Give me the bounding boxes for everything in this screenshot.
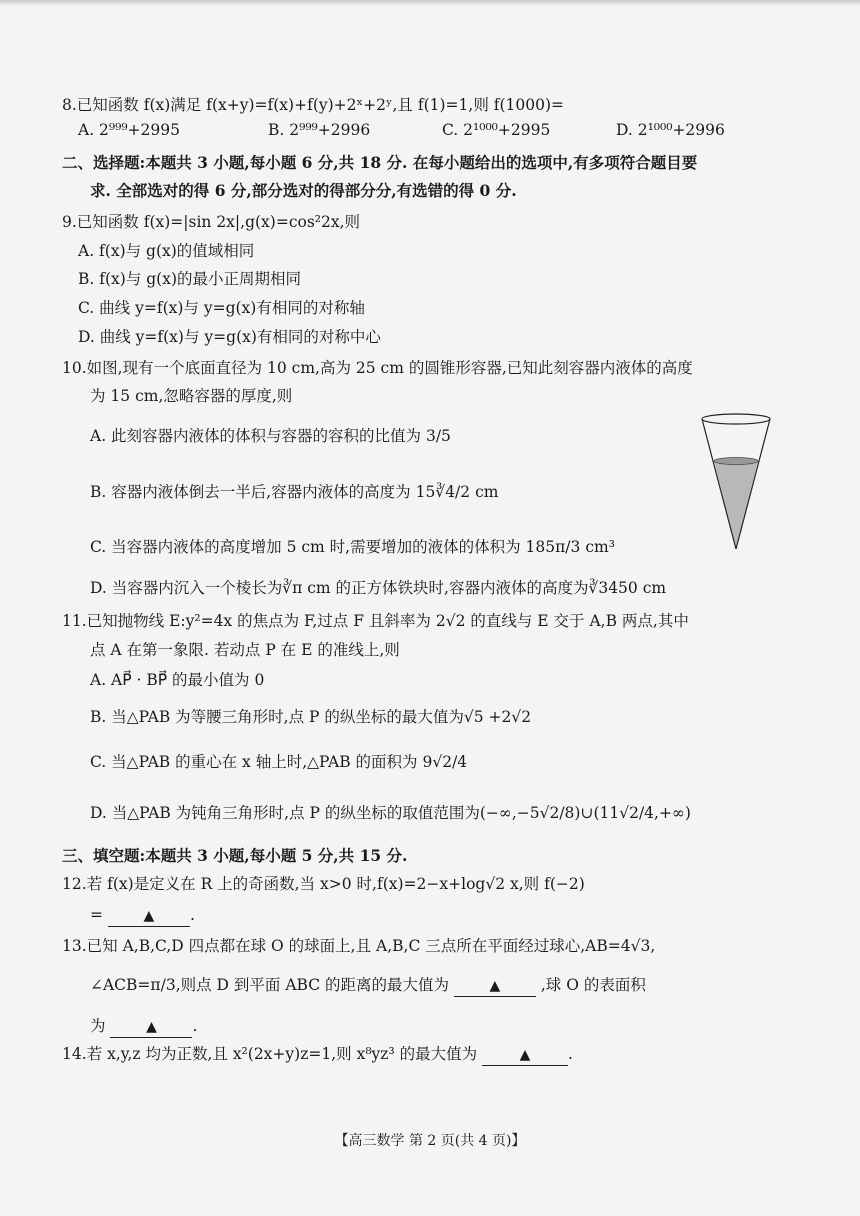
- q13-line2-text-b: ,球 O 的表面积: [540, 976, 646, 994]
- cone-container-figure: [700, 413, 772, 555]
- blank-marker: ▲: [519, 1047, 531, 1063]
- q11-option-b: B. 当△PAB 为等腰三角形时,点 P 的纵坐标的最大值为√5 +2√2: [90, 708, 532, 726]
- q10-option-c: C. 当容器内液体的高度增加 5 cm 时,需要增加的液体的体积为 185π/3 cm³: [90, 538, 615, 556]
- q10-option-a: A. 此刻容器内液体的体积与容器的容积的比值为 3/5: [90, 427, 451, 445]
- blank-marker: ▲: [146, 1019, 157, 1035]
- q8-option-d: D. 2¹⁰⁰⁰+2996: [616, 121, 725, 139]
- q9-stem: 9.已知函数 f(x)=|sin 2x|,g(x)=cos²2x,则: [62, 213, 361, 231]
- blank-marker: ▲: [143, 908, 155, 924]
- q11-stem-line2: 点 A 在第一象限. 若动点 P 在 E 的准线上,则: [90, 641, 400, 659]
- q13-line1: 13.已知 A,B,C,D 四点都在球 O 的球面上,且 A,B,C 三点所在平面经过球心,AB=4√3,: [62, 937, 656, 955]
- q10-stem-line2: 为 15 cm,忽略容器的厚度,则: [90, 387, 293, 405]
- q10-option-d: D. 当容器内沉入一个棱长为∛π cm 的正方体铁块时,容器内液体的高度为∛3450 cm: [90, 579, 667, 597]
- q12-equals: =: [90, 906, 103, 924]
- q8-option-c: C. 2¹⁰⁰⁰+2995: [442, 121, 551, 139]
- q10-option-b: B. 容器内液体倒去一半后,容器内液体的高度为 15∛4/2 cm: [90, 483, 499, 501]
- q14-line: 14.若 x,y,z 均为正数,且 x²(2x+y)z=1,则 x⁸yz³ 的最大值为 ▲ .: [62, 1044, 573, 1066]
- q9-option-b: B. f(x)与 g(x)的最小正周期相同: [78, 270, 302, 288]
- q8-stem: 8.已知函数 f(x)满足 f(x+y)=f(x)+f(y)+2ˣ+2ʸ,且 f(1)=1,则 f(1000)=: [62, 96, 565, 114]
- cone-liquid: [714, 461, 758, 549]
- q14-text: 14.若 x,y,z 均为正数,且 x²(2x+y)z=1,则 x⁸yz³ 的最大值为: [62, 1045, 478, 1063]
- q11-stem-line1: 11.已知抛物线 E:y²=4x 的焦点为 F,过点 F 且斜率为 2√2 的直线与 E 交于 A,B 两点,其中: [62, 612, 689, 630]
- q13-distance-blank[interactable]: [454, 975, 536, 997]
- q8-option-b: B. 2⁹⁹⁹+2996: [268, 121, 371, 139]
- q14-answer-blank[interactable]: [482, 1044, 568, 1066]
- q11-option-d: D. 当△PAB 为钝角三角形时,点 P 的纵坐标的取值范围为(−∞,−5√2/8)∪(11√2/4,+∞): [90, 804, 691, 822]
- q11-option-a: A. AP⃗ · BP⃗ 的最小值为 0: [90, 671, 265, 689]
- section2-heading-line2: 求. 全部选对的得 6 分,部分选对的得部分分,有选错的得 0 分.: [90, 181, 517, 200]
- q12-line2: = ▲ .: [90, 905, 195, 927]
- section2-heading-line1: 二、选择题:本题共 3 小题,每小题 6 分,共 18 分. 在每小题给出的选项中,有多项符合题目要: [62, 153, 698, 172]
- q12-line1: 12.若 f(x)是定义在 R 上的奇函数,当 x>0 时,f(x)=2−x+log√2 x,则 f(−2): [62, 875, 585, 893]
- q9-option-c: C. 曲线 y=f(x)与 y=g(x)有相同的对称轴: [78, 299, 365, 317]
- blank-marker: ▲: [489, 978, 501, 994]
- cone-rim: [702, 414, 770, 424]
- section3-heading: 三、填空题:本题共 3 小题,每小题 5 分,共 15 分.: [62, 846, 408, 865]
- q13-line3: 为 ▲ .: [90, 1016, 197, 1038]
- page-footer: 【高三数学 第 2 页(共 4 页)】: [334, 1133, 526, 1149]
- liquid-surface: [714, 458, 758, 465]
- q13-line2-text-a: ∠ACB=π/3,则点 D 到平面 ABC 的距离的最大值为: [90, 976, 449, 994]
- q10-stem-line1: 10.如图,现有一个底面直径为 10 cm,高为 25 cm 的圆锥形容器,已知此刻容器内液体的高度: [62, 359, 693, 377]
- q9-option-a: A. f(x)与 g(x)的值域相同: [78, 242, 255, 260]
- q13-line2: [90, 975, 646, 997]
- q12-answer-blank[interactable]: [108, 905, 190, 927]
- q8-option-a: A. 2⁹⁹⁹+2995: [78, 121, 180, 139]
- q13-surface-area-blank[interactable]: [110, 1016, 192, 1038]
- q13-line3-prefix: 为: [90, 1017, 106, 1035]
- q11-option-c: C. 当△PAB 的重心在 x 轴上时,△PAB 的面积为 9√2/4: [90, 753, 468, 771]
- q9-option-d: D. 曲线 y=f(x)与 y=g(x)有相同的对称中心: [78, 328, 381, 346]
